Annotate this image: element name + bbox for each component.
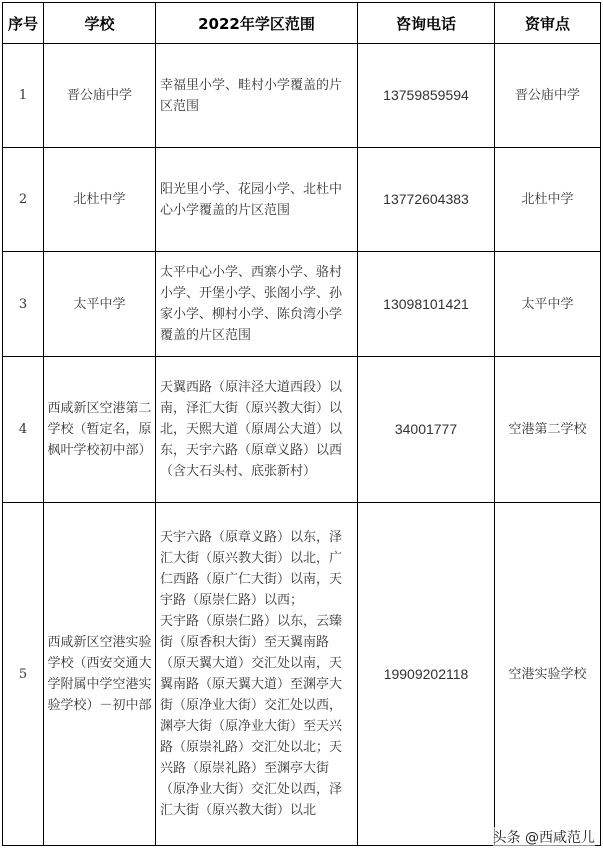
table-row <box>3 148 601 252</box>
table-row <box>3 252 601 357</box>
header-school: 学校 <box>44 3 156 44</box>
row-phone: 19909202118 <box>358 503 495 846</box>
row-phone: 34001777 <box>358 357 495 503</box>
header-review: 资审点 <box>495 3 601 44</box>
table-row <box>3 503 601 846</box>
row-review: 空港第二学校 <box>495 357 601 503</box>
row-area-part1: 天宇六路（原章义路）以东，泽汇大街（原兴教大街）以北，广仁西路（原广仁大街）以南，天宇路（原崇仁路）以西； <box>160 530 343 608</box>
row-no: 2 <box>3 148 44 252</box>
table-row <box>3 357 601 503</box>
row-no: 3 <box>3 252 44 357</box>
row-area: 天翼西路（原沣泾大道西段）以南，泽汇大街（原兴教大街）以北，天熙大道（原周公大道）以东，天宇六路（原章义路）以西（含大石头村、底张新村） <box>156 357 358 503</box>
row-school: 晋公庙中学 <box>44 44 156 148</box>
school-district-table <box>2 2 601 846</box>
row-review: 晋公庙中学 <box>495 44 601 148</box>
row-no: 1 <box>3 44 44 148</box>
row-school: 西咸新区空港实验学校（西安交通大学附属中学空港实验学校）－初中部 <box>44 503 156 846</box>
table-header-row <box>3 3 601 44</box>
row-area <box>156 503 358 846</box>
row-review: 北杜中学 <box>495 148 601 252</box>
row-area: 太平中心小学、西寨小学、骆村小学、开堡小学、张阁小学、孙家小学、柳村小学、陈贠湾小学覆盖的片区范围 <box>156 252 358 357</box>
row-area: 幸福里小学、畦村小学覆盖的片区范围 <box>156 44 358 148</box>
row-school: 北杜中学 <box>44 148 156 252</box>
row-phone: 13098101421 <box>358 252 495 357</box>
row-phone: 13759859594 <box>358 44 495 148</box>
table-row <box>3 44 601 148</box>
row-area-part2: 天宇路（原崇仁路）以东，云臻街（原香积大街）至天翼南路（原天翼大道）交汇处以南，天翼南路（原天翼大道）至渊亭大街（原净业大街）交汇处以西，渊亭大街（原净业大街）至天兴路（原崇礼路）交汇处以北；天兴路（原崇礼路）至渊亭大街（原净业大街）交汇处以西，泽汇大街（原兴教大街）以北 <box>160 614 343 818</box>
row-review: 空港实验学校 <box>495 503 601 846</box>
header-area: 2022年学区范围 <box>156 3 358 44</box>
watermark: 头条 @西咸范儿 <box>493 827 595 847</box>
row-school: 太平中学 <box>44 252 156 357</box>
row-school: 西咸新区空港第二学校（暂定名，原枫叶学校初中部） <box>44 357 156 503</box>
header-no: 序号 <box>3 3 44 44</box>
row-review: 太平中学 <box>495 252 601 357</box>
row-area: 阳光里小学、花园小学、北杜中心小学覆盖的片区范围 <box>156 148 358 252</box>
row-phone: 13772604383 <box>358 148 495 252</box>
row-no: 4 <box>3 357 44 503</box>
header-phone: 咨询电话 <box>358 3 495 44</box>
row-no: 5 <box>3 503 44 846</box>
